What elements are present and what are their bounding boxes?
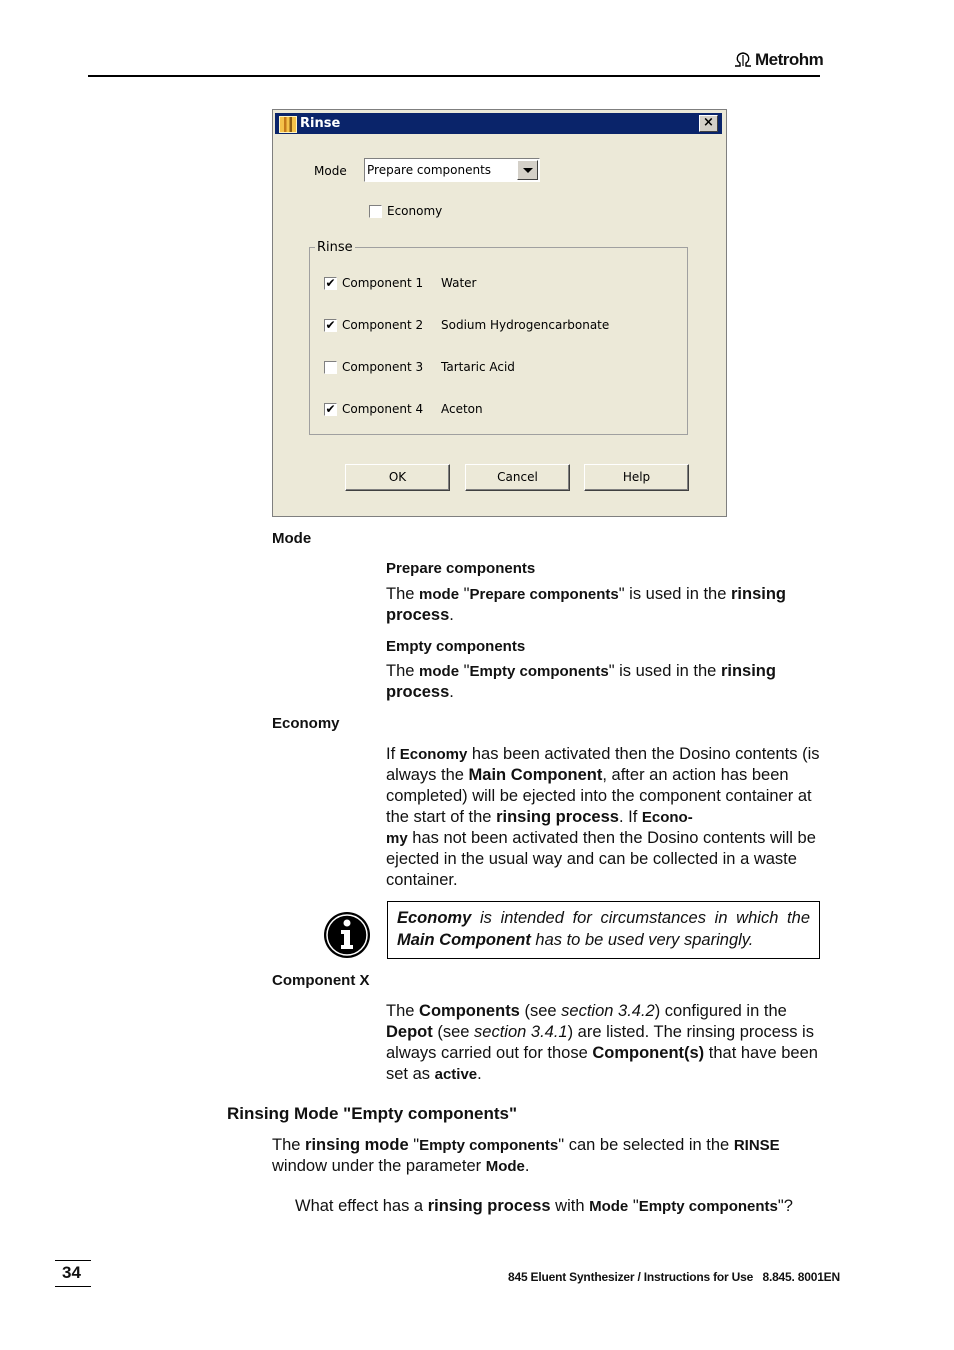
footer-doc-title: 845 Eluent Synthesizer / Instructions for Use 8.845. 8001EN: [508, 1270, 840, 1284]
component-2-value: Sodium Hydrogencarbonate: [441, 318, 610, 332]
mode-label: Mode: [314, 164, 347, 178]
component-4-checkbox[interactable]: ✔: [325, 402, 336, 416]
empty-components-heading: Empty components: [386, 638, 526, 655]
mode-select[interactable]: [364, 158, 540, 182]
component-x-heading: Component X: [272, 972, 370, 989]
note-box: Economy is intended for circumstances in which the Main Component has to be used very sparingly.: [387, 901, 820, 959]
brand-name: Metrohm: [755, 50, 824, 69]
app-icon: [279, 116, 297, 133]
info-icon: [322, 910, 372, 960]
question-text: What effect has a rinsing process with Mode "Empty components"?: [295, 1197, 793, 1215]
rinse-dialog: [272, 109, 727, 517]
component-3-checkbox[interactable]: [324, 361, 337, 374]
footer-rule: [55, 1260, 91, 1261]
footer-rule: [55, 1286, 91, 1287]
brand-logo: [733, 50, 823, 70]
help-button[interactable]: Help: [584, 464, 689, 491]
component-3-label: Component 3: [342, 360, 424, 374]
rinse-group-title: Rinse: [317, 240, 353, 255]
mode-select-value: Prepare components: [367, 163, 492, 177]
component-1-label: Component 1: [342, 276, 424, 290]
component-2-checkbox[interactable]: ✔: [325, 318, 336, 332]
economy-checkbox[interactable]: [369, 205, 382, 218]
mode-heading: Mode: [272, 530, 312, 547]
component-x-text: The Components (see section 3.4.2) configured in the Depot (see section 3.4.1) are listed. The rinsing process is always carried out for those Component(s) that have been set as active.: [386, 1002, 818, 1083]
component-1-value: Water: [441, 276, 477, 290]
prepare-components-text: The mode "Prepare components" is used in the rinsing process.: [386, 585, 786, 624]
economy-label: Economy: [387, 204, 443, 218]
dialog-titlebar[interactable]: [275, 113, 722, 134]
empty-components-text: The mode "Empty components" is used in the rinsing process.: [386, 662, 776, 701]
cancel-button[interactable]: Cancel: [465, 464, 570, 491]
prepare-components-heading: Prepare components: [386, 560, 536, 577]
chevron-down-icon[interactable]: [517, 160, 538, 180]
close-icon[interactable]: ×: [699, 115, 718, 132]
page-number: 34: [62, 1263, 81, 1282]
component-4-label: Component 4: [342, 402, 424, 416]
section-heading: Rinsing Mode "Empty components": [227, 1104, 518, 1123]
metrohm-omega-icon: [733, 51, 753, 67]
component-3-value: Tartaric Acid: [441, 360, 515, 374]
ok-button[interactable]: OK: [345, 464, 450, 491]
economy-text: If Economy has been activated then the Dosino contents (is always the Main Component, after an action has been completed) will be ejected into the component container at the start of the rinsing process. If Econo- my has not been activated then the Dosino contents will be ejected in the usual way and can be collected in a waste container.: [386, 745, 820, 889]
economy-heading: Economy: [272, 715, 340, 732]
header-rule: [88, 75, 820, 77]
component-1-checkbox[interactable]: ✔: [325, 276, 336, 290]
component-4-value: Aceton: [441, 402, 483, 416]
component-2-label: Component 2: [342, 318, 424, 332]
dialog-title: Rinse: [300, 116, 341, 131]
section-text: The rinsing mode "Empty components" can be selected in the RINSE window under the parameter Mode.: [272, 1136, 780, 1175]
